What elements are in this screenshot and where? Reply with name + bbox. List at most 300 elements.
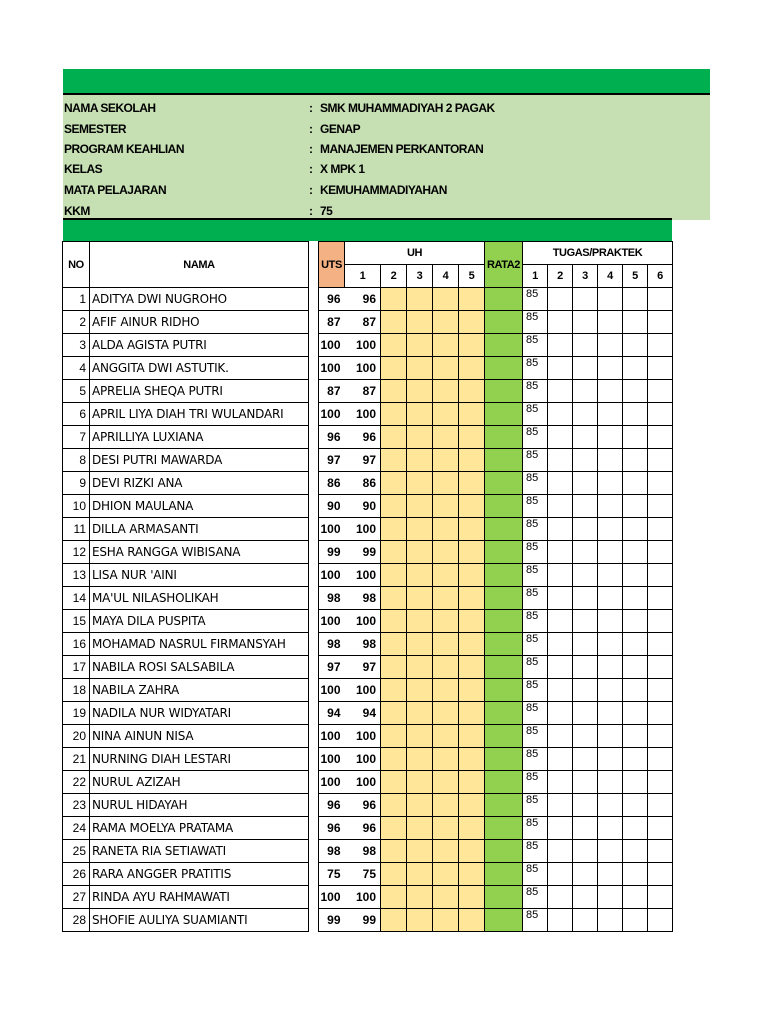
tugas-cell: [623, 449, 648, 472]
tugas-cell: [573, 863, 598, 886]
row-no: 9: [63, 472, 90, 495]
header-uh-col: 3: [407, 265, 433, 288]
tugas-cell: [548, 587, 573, 610]
tugas-cell: [648, 472, 673, 495]
tugas1-score: 85: [523, 564, 548, 587]
uh-cell: [433, 380, 459, 403]
row-no: 14: [63, 587, 90, 610]
tugas-cell: [623, 886, 648, 909]
uh-cell: [433, 426, 459, 449]
student-name: APRIL LIYA DIAH TRI WULANDARI: [90, 403, 309, 426]
tugas-cell: [623, 748, 648, 771]
tugas-cell: [623, 840, 648, 863]
tugas-cell: [598, 541, 623, 564]
tugas-cell: [573, 633, 598, 656]
tugas-cell: [598, 909, 623, 932]
tugas-cell: [548, 380, 573, 403]
uts-score: 100: [319, 748, 345, 771]
uh-cell: [381, 656, 407, 679]
tugas-cell: [648, 909, 673, 932]
tugas-cell: [648, 725, 673, 748]
uh-cell: [433, 357, 459, 380]
gap-cell: [309, 403, 319, 426]
row-no: 2: [63, 311, 90, 334]
row-no: 26: [63, 863, 90, 886]
uh-cell: [433, 909, 459, 932]
uh-cell: [407, 748, 433, 771]
tugas-cell: [598, 564, 623, 587]
uts-score: 100: [319, 564, 345, 587]
student-name: DHION MAULANA: [90, 495, 309, 518]
uh1-score: 90: [345, 495, 381, 518]
uh-cell: [459, 288, 485, 311]
uh1-score: 100: [345, 403, 381, 426]
uts-score: 86: [319, 472, 345, 495]
tugas-cell: [548, 725, 573, 748]
uh-cell: [381, 587, 407, 610]
tugas-cell: [548, 449, 573, 472]
rata2-cell: [485, 564, 523, 587]
uh-cell: [459, 633, 485, 656]
uh-cell: [407, 886, 433, 909]
uh-cell: [381, 679, 407, 702]
gap-cell: [309, 725, 319, 748]
tugas-cell: [548, 633, 573, 656]
uh-cell: [433, 633, 459, 656]
table-row: [63, 426, 673, 449]
uh-cell: [381, 863, 407, 886]
uh-cell: [381, 541, 407, 564]
tugas-cell: [548, 426, 573, 449]
header-green-band: [63, 69, 710, 93]
tugas-cell: [548, 702, 573, 725]
student-name: ESHA RANGGA WIBISANA: [90, 541, 309, 564]
tugas-cell: [548, 610, 573, 633]
gap-cell: [309, 840, 319, 863]
table-top-green-band: [63, 220, 672, 241]
row-no: 24: [63, 817, 90, 840]
row-no: 7: [63, 426, 90, 449]
rata2-cell: [485, 518, 523, 541]
uh1-score: 97: [345, 449, 381, 472]
tugas-cell: [648, 426, 673, 449]
table-row: [63, 357, 673, 380]
header-tugas-col: 4: [598, 265, 623, 288]
uts-score: 100: [319, 334, 345, 357]
student-name: APRILLIYA LUXIANA: [90, 426, 309, 449]
tugas-cell: [548, 311, 573, 334]
tugas-cell: [623, 426, 648, 449]
uh-cell: [381, 357, 407, 380]
uts-score: 87: [319, 311, 345, 334]
rata2-cell: [485, 288, 523, 311]
uh-cell: [459, 656, 485, 679]
table-row: [63, 771, 673, 794]
rata2-cell: [485, 633, 523, 656]
row-no: 23: [63, 794, 90, 817]
row-no: 17: [63, 656, 90, 679]
uh-cell: [459, 472, 485, 495]
student-name: RARA ANGGER PRATITIS: [90, 863, 309, 886]
tugas1-score: 85: [523, 633, 548, 656]
rata2-cell: [485, 771, 523, 794]
uh-cell: [407, 311, 433, 334]
uh-cell: [407, 403, 433, 426]
rata2-cell: [485, 840, 523, 863]
rata2-cell: [485, 656, 523, 679]
student-name: DILLA ARMASANTI: [90, 518, 309, 541]
row-no: 5: [63, 380, 90, 403]
tugas-cell: [623, 311, 648, 334]
uts-score: 97: [319, 656, 345, 679]
gap-cell: [309, 817, 319, 840]
tugas-cell: [548, 334, 573, 357]
tugas-cell: [573, 426, 598, 449]
student-name: MA'UL NILASHOLIKAH: [90, 587, 309, 610]
tugas-cell: [598, 840, 623, 863]
tugas1-score: 85: [523, 541, 548, 564]
gap-cell: [309, 541, 319, 564]
uh-cell: [433, 449, 459, 472]
student-name: NABILA ROSI SALSABILA: [90, 656, 309, 679]
uh1-score: 100: [345, 725, 381, 748]
tugas1-score: 85: [523, 702, 548, 725]
uts-score: 98: [319, 587, 345, 610]
row-no: 18: [63, 679, 90, 702]
uh-cell: [459, 679, 485, 702]
info-block: [63, 93, 710, 220]
table-row: [63, 656, 673, 679]
table-row: [63, 794, 673, 817]
tugas-cell: [548, 472, 573, 495]
tugas-cell: [623, 725, 648, 748]
header-uh-col: 1: [345, 265, 381, 288]
header-row: [63, 242, 673, 265]
tugas1-score: 85: [523, 288, 548, 311]
uh-cell: [407, 817, 433, 840]
uh-cell: [407, 840, 433, 863]
table-row: [63, 725, 673, 748]
uh-cell: [459, 311, 485, 334]
info-label: PROGRAM KEAHLIAN: [64, 142, 184, 156]
gap-cell: [309, 472, 319, 495]
uh-cell: [433, 564, 459, 587]
uh1-score: 100: [345, 886, 381, 909]
uh1-score: 100: [345, 334, 381, 357]
tugas-cell: [623, 817, 648, 840]
student-name: RANETA RIA SETIAWATI: [90, 840, 309, 863]
uh-cell: [459, 863, 485, 886]
uh-cell: [433, 794, 459, 817]
uh-cell: [459, 334, 485, 357]
table-row: [63, 311, 673, 334]
uh-cell: [381, 518, 407, 541]
tugas-cell: [548, 518, 573, 541]
tugas-cell: [648, 840, 673, 863]
tugas-cell: [598, 656, 623, 679]
tugas-cell: [548, 909, 573, 932]
info-colon: :: [309, 101, 313, 115]
tugas-cell: [548, 541, 573, 564]
tugas-cell: [573, 748, 598, 771]
info-value: MANAJEMEN PERKANTORAN: [320, 142, 484, 156]
student-name: AFIF AINUR RIDHO: [90, 311, 309, 334]
tugas-cell: [598, 886, 623, 909]
rata2-cell: [485, 495, 523, 518]
tugas-cell: [623, 794, 648, 817]
uts-score: 100: [319, 357, 345, 380]
rata2-cell: [485, 426, 523, 449]
gap-cell: [309, 886, 319, 909]
row-no: 15: [63, 610, 90, 633]
tugas-cell: [623, 587, 648, 610]
info-value: KEMUHAMMADIYAHAN: [320, 183, 447, 197]
gap-cell: [309, 771, 319, 794]
uh-cell: [381, 311, 407, 334]
tugas-cell: [648, 863, 673, 886]
info-value: X MPK 1: [320, 162, 365, 176]
uts-score: 100: [319, 518, 345, 541]
uh1-score: 94: [345, 702, 381, 725]
student-name: RINDA AYU RAHMAWATI: [90, 886, 309, 909]
student-name: SHOFIE AULIYA SUAMIANTI: [90, 909, 309, 932]
rata2-cell: [485, 610, 523, 633]
uh1-score: 97: [345, 656, 381, 679]
rata2-cell: [485, 541, 523, 564]
tugas-cell: [648, 702, 673, 725]
uh-cell: [459, 817, 485, 840]
uh-cell: [381, 449, 407, 472]
table-row: [63, 633, 673, 656]
tugas-cell: [648, 449, 673, 472]
uh-cell: [459, 495, 485, 518]
header-uh: UH: [345, 242, 485, 265]
rata2-cell: [485, 472, 523, 495]
tugas-cell: [573, 403, 598, 426]
uts-score: 100: [319, 771, 345, 794]
uh1-score: 96: [345, 426, 381, 449]
uh-cell: [407, 702, 433, 725]
uh-cell: [407, 587, 433, 610]
uh-cell: [459, 771, 485, 794]
uh-cell: [407, 564, 433, 587]
tugas-cell: [548, 679, 573, 702]
tugas-cell: [598, 863, 623, 886]
info-label: KKM: [64, 204, 90, 218]
row-no: 16: [63, 633, 90, 656]
uh-cell: [381, 564, 407, 587]
table-row: [63, 472, 673, 495]
tugas-cell: [573, 610, 598, 633]
tugas1-score: 85: [523, 587, 548, 610]
uh-cell: [381, 633, 407, 656]
uh-cell: [433, 288, 459, 311]
rata2-cell: [485, 403, 523, 426]
rata2-cell: [485, 702, 523, 725]
row-no: 21: [63, 748, 90, 771]
tugas-cell: [573, 771, 598, 794]
uh-cell: [381, 380, 407, 403]
table-row: [63, 817, 673, 840]
uh-cell: [407, 656, 433, 679]
uh-cell: [407, 771, 433, 794]
tugas-cell: [648, 288, 673, 311]
rata2-cell: [485, 357, 523, 380]
uts-score: 98: [319, 840, 345, 863]
student-name: ALDA AGISTA PUTRI: [90, 334, 309, 357]
row-no: 6: [63, 403, 90, 426]
tugas-cell: [598, 518, 623, 541]
header-tugas-col: 3: [573, 265, 598, 288]
tugas-cell: [598, 748, 623, 771]
uts-score: 98: [319, 633, 345, 656]
uh-cell: [381, 288, 407, 311]
row-no: 27: [63, 886, 90, 909]
tugas-cell: [573, 656, 598, 679]
uts-score: 100: [319, 725, 345, 748]
uh-cell: [407, 495, 433, 518]
tugas-cell: [573, 909, 598, 932]
tugas-cell: [648, 679, 673, 702]
info-label: SEMESTER: [64, 122, 127, 136]
tugas1-score: 85: [523, 679, 548, 702]
tugas-cell: [623, 495, 648, 518]
uts-score: 100: [319, 679, 345, 702]
tugas-cell: [548, 656, 573, 679]
table-row: [63, 886, 673, 909]
table-row: [63, 449, 673, 472]
info-colon: :: [309, 142, 313, 156]
tugas-cell: [573, 564, 598, 587]
student-name: DEVI RIZKI ANA: [90, 472, 309, 495]
gap-cell: [309, 564, 319, 587]
tugas-cell: [598, 679, 623, 702]
tugas-cell: [598, 472, 623, 495]
student-name: NADILA NUR WIDYATARI: [90, 702, 309, 725]
tugas-cell: [548, 495, 573, 518]
uh-cell: [433, 334, 459, 357]
uh-cell: [407, 679, 433, 702]
row-no: 22: [63, 771, 90, 794]
uh-cell: [407, 863, 433, 886]
tugas1-score: 85: [523, 909, 548, 932]
uh1-score: 100: [345, 748, 381, 771]
table-row: [63, 334, 673, 357]
gap-cell: [309, 587, 319, 610]
student-name: MAYA DILA PUSPITA: [90, 610, 309, 633]
uh-cell: [459, 794, 485, 817]
tugas-cell: [573, 817, 598, 840]
tugas-cell: [648, 748, 673, 771]
tugas-cell: [598, 495, 623, 518]
tugas-cell: [573, 840, 598, 863]
tugas-cell: [648, 380, 673, 403]
tugas-cell: [573, 495, 598, 518]
uh-cell: [433, 472, 459, 495]
student-name: NURNING DIAH LESTARI: [90, 748, 309, 771]
student-name: NABILA ZAHRA: [90, 679, 309, 702]
student-name: MOHAMAD NASRUL FIRMANSYAH: [90, 633, 309, 656]
uts-score: 87: [319, 380, 345, 403]
tugas-cell: [573, 472, 598, 495]
tugas-cell: [598, 426, 623, 449]
info-value: 75: [320, 204, 333, 218]
uh-cell: [459, 564, 485, 587]
uh-cell: [407, 541, 433, 564]
tugas-cell: [573, 357, 598, 380]
uh-cell: [381, 610, 407, 633]
uh-cell: [433, 403, 459, 426]
gap-cell: [309, 242, 319, 288]
row-no: 20: [63, 725, 90, 748]
gap-cell: [309, 610, 319, 633]
uh-cell: [407, 633, 433, 656]
uh-cell: [459, 587, 485, 610]
uh1-score: 98: [345, 587, 381, 610]
tugas-cell: [573, 702, 598, 725]
rata2-cell: [485, 794, 523, 817]
uh-cell: [433, 311, 459, 334]
tugas-cell: [648, 564, 673, 587]
tugas-cell: [623, 702, 648, 725]
info-value: GENAP: [320, 122, 361, 136]
gap-cell: [309, 518, 319, 541]
uh1-score: 96: [345, 794, 381, 817]
uts-score: 100: [319, 403, 345, 426]
tugas-cell: [598, 334, 623, 357]
uh-cell: [407, 909, 433, 932]
uh-cell: [381, 334, 407, 357]
rata2-cell: [485, 449, 523, 472]
header-uh-col: 4: [433, 265, 459, 288]
tugas-cell: [648, 334, 673, 357]
student-name: RAMA MOELYA PRATAMA: [90, 817, 309, 840]
tugas-cell: [573, 518, 598, 541]
rata2-cell: [485, 725, 523, 748]
uh-cell: [407, 518, 433, 541]
tugas-cell: [573, 334, 598, 357]
info-colon: :: [309, 183, 313, 197]
tugas1-score: 85: [523, 840, 548, 863]
tugas-cell: [623, 541, 648, 564]
tugas-cell: [598, 449, 623, 472]
rata2-cell: [485, 748, 523, 771]
gap-cell: [309, 311, 319, 334]
rata2-cell: [485, 334, 523, 357]
tugas1-score: 85: [523, 863, 548, 886]
uts-score: 96: [319, 794, 345, 817]
uh-cell: [459, 357, 485, 380]
uh1-score: 99: [345, 909, 381, 932]
tugas-cell: [548, 403, 573, 426]
tugas-cell: [598, 357, 623, 380]
uh-cell: [433, 518, 459, 541]
row-no: 1: [63, 288, 90, 311]
tugas-cell: [623, 334, 648, 357]
uh-cell: [407, 725, 433, 748]
uh1-score: 98: [345, 840, 381, 863]
row-no: 11: [63, 518, 90, 541]
gap-cell: [309, 426, 319, 449]
uts-score: 96: [319, 288, 345, 311]
uh-cell: [459, 886, 485, 909]
tugas-cell: [548, 863, 573, 886]
rata2-cell: [485, 817, 523, 840]
uh-cell: [433, 817, 459, 840]
tugas1-score: 85: [523, 426, 548, 449]
uts-score: 99: [319, 541, 345, 564]
uh-cell: [459, 610, 485, 633]
